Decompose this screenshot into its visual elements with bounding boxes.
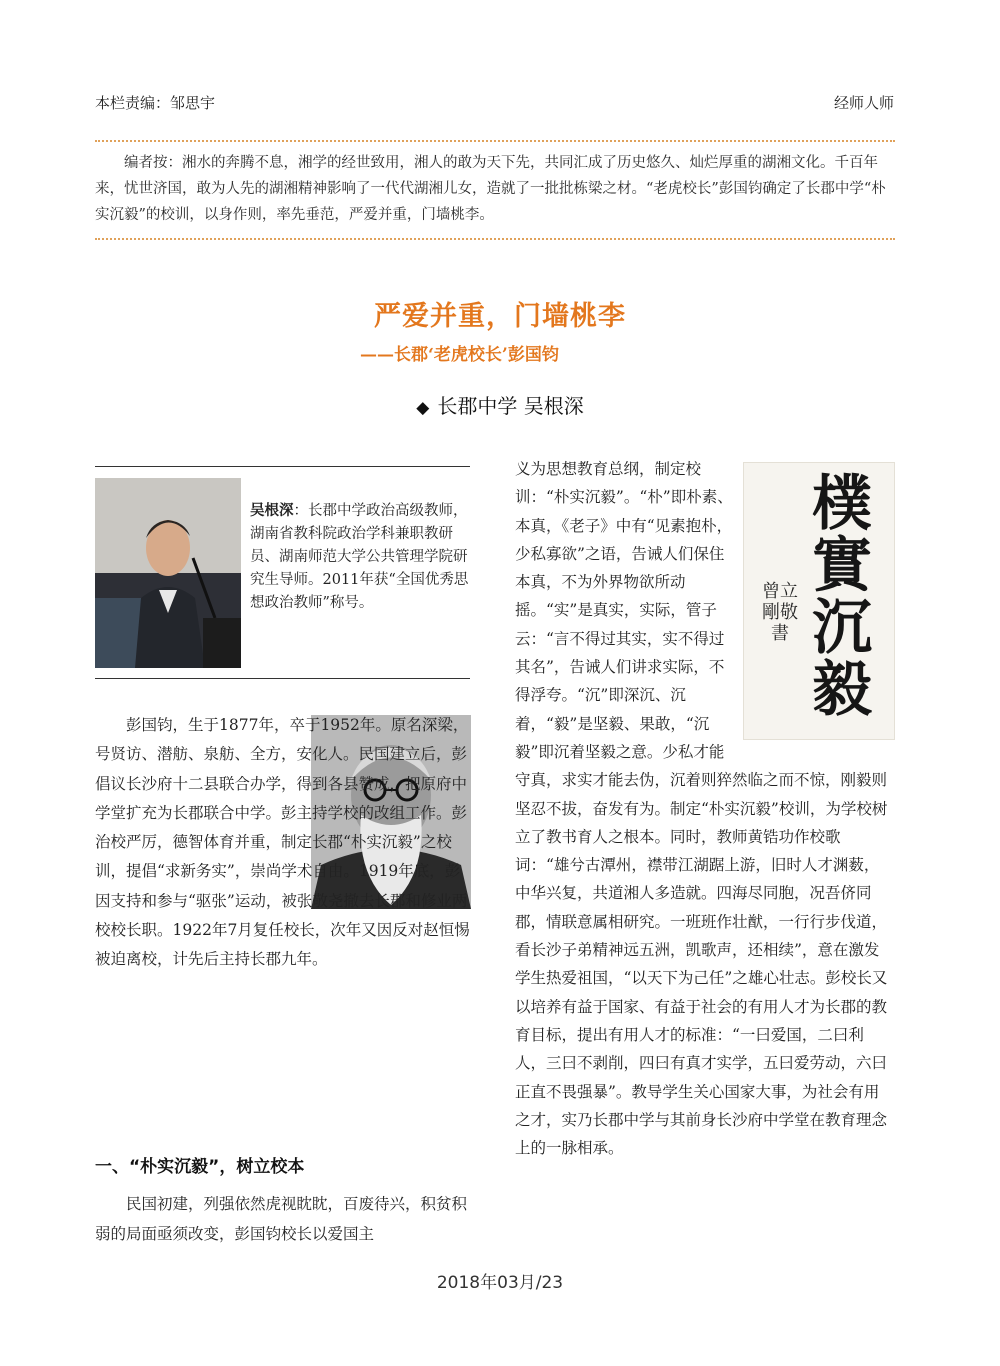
calligraphy-text: 樸實沉毅 [812, 469, 872, 725]
byline-text: 长郡中学 吴根深 [437, 394, 584, 418]
editor-note: 编者按：湘水的奔腾不息，湘学的经世致用，湘人的敢为天下先，共同汇成了历史悠久、灿烂厚重的湖湘文化。千百年来，忧世济国，敢为人先的湖湘精神影响了一代代湖湘儿女，造就了一批批栋梁之材。“老虎校长”彭国钧确定了长郡中学“朴实沉毅”的校训，以身作则，率先垂范，严爱并重，门墙桃李。 [95, 155, 886, 223]
article-title: 严爱并重，门墙桃李 [374, 301, 626, 332]
page-footer: 2018年03月/23 [436, 1273, 564, 1293]
header-column-name: 经师人师 [833, 94, 894, 112]
intro-paragraph-text: 彭国钧，生于1877年，卒于1952年。原名深梁，号贤访、潜舫、泉舫、全方，安化人。民国建立后，彭倡议长沙府十二县联合办学，得到各县赞成，把原府中学堂扩充为长郡联合中学。彭主持学校的改组工作。彭治校严厉，德智体育并重，制定长郡“朴实沉毅”之校训，提倡“求新务实”，崇尚学术自由。1919年底，彭因支持和参与“驱张”运动，被张敬尧撤去长郡和修业两校校长职。1922年7月复任校长，次年又因反对赵恒惕被迫离校，计先后主持长郡九年。 [95, 716, 470, 969]
right-column-text-body: 义为思想教育总纲，制定校训：“朴实沉毅”。“朴”即朴素、本真，《老子》中有“见素抱朴，少私寡欲”之语，告诫人们保住本真，不为外界物欲所动摇。“实”是真实，实际，管子云：“言不得过其实，实不得过其名”，告诫人们讲求实际，不得浮夸。“沉”即深沉、沉着，“毅”是坚毅、果敢，“沉毅”即沉着坚毅之意。少私才能守真，求实才能去伪，沉着则猝然临之而不惊，刚毅则坚忍不拔，奋发有为。制定“朴实沉毅”校训，为学校树立了教书育人之根本。同时，教师黄锆功作校歌词：“雄兮古潭州，襟带江湖踞上游，旧时人才渊薮，中华兴复，共道湘人多造就。四海尽同胞，况吾侪同郡，情联意属相研究。一班班作壮猷，一行行步伐道，看长沙子弟精神远五洲，凯歌声，还相续”，意在激发学生热爱祖国，“以天下为己任”之雄心壮志。彭校长又以培养有益于国家、有益于社会的有用人才为长郡的教育目标，提出有用人才的标准：“一曰爱国，二曰利人，三曰不剥削，四曰有真才实学，五曰爱劳动，六曰正直不畏强暴”。教导学生关心国家大事，为社会有用之才，实乃长郡中学与其前身长沙府中学堂在教育理念上的一脉相承。 [515, 460, 888, 1158]
byline [0, 390, 1000, 419]
header-editor: 本栏责编：邹思宇 [95, 94, 216, 112]
diamond-icon: ◆ [416, 398, 430, 418]
author-name: 吴根深 [250, 503, 294, 519]
section-paragraph [95, 1190, 475, 1249]
calligraphy-signature: 曾立剛敬書 [762, 581, 798, 644]
author-bio [250, 500, 472, 615]
dotted-divider-top [95, 140, 895, 142]
section-paragraph-text: 民国初建，列强依然虎视眈眈，百废待兴，积贫积弱的局面亟须改变，彭国钧校长以爱国主 [95, 1195, 468, 1243]
author-bio-text: ：长郡中学政治高级教师，湖南省教科院政治学科兼职教研员、湖南师范大学公共管理学院研究生导师。2011年获“全国优秀思想政治教师”称号。 [250, 503, 469, 611]
author-photo [95, 478, 241, 668]
article-subtitle: ——长郡‘老虎校长’彭国钧 [360, 345, 559, 365]
calligraphy-image [743, 462, 895, 740]
dotted-divider-bottom [95, 238, 895, 240]
bio-top-rule [95, 466, 470, 467]
intro-paragraph [95, 711, 475, 975]
section-heading: 一、“朴实沉毅”，树立校本 [95, 1157, 305, 1177]
bio-bottom-rule [95, 678, 470, 679]
